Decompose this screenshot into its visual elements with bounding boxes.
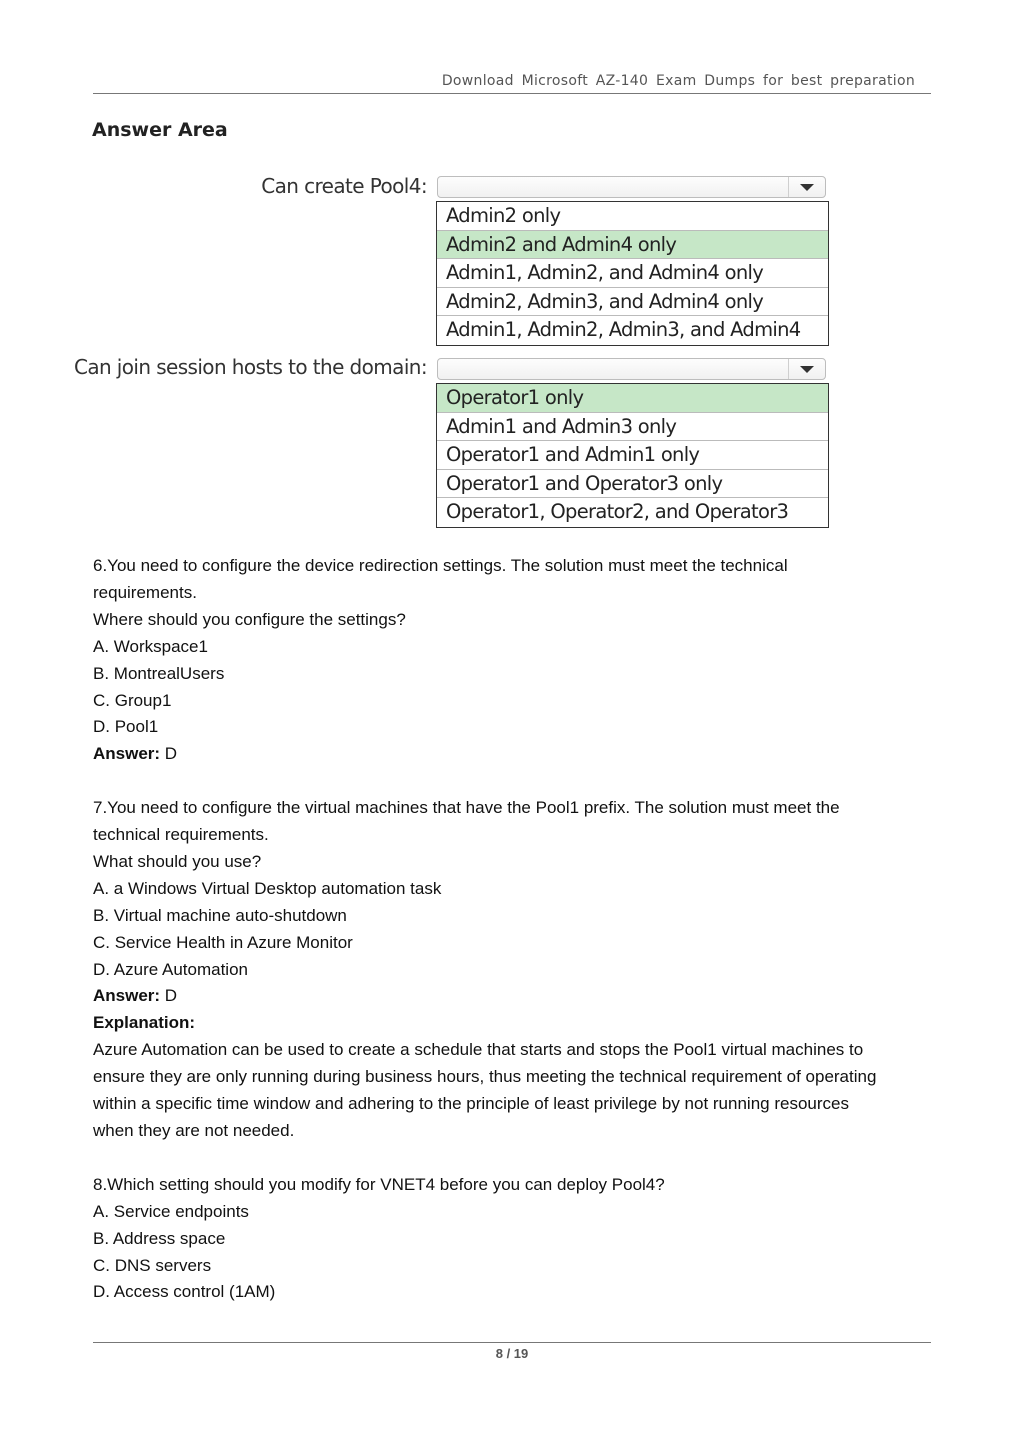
q7-option-c: C. Service Health in Azure Monitor	[93, 932, 353, 952]
q2-option[interactable]: Operator1 and Admin1 only	[437, 441, 828, 470]
answer-value: D	[160, 986, 178, 1006]
q1-dropdown[interactable]	[437, 176, 826, 198]
q6-option-a: A. Workspace1	[93, 636, 208, 656]
answer-area-title: Answer Area	[92, 119, 228, 141]
page-number: 8 / 19	[495, 1346, 529, 1361]
q1-label: Can create Pool4:	[261, 174, 427, 198]
q6-answer	[93, 741, 933, 768]
q7-option-a: A. a Windows Virtual Desktop automation task	[93, 878, 442, 898]
q8-option-d: D. Access control (1AM)	[93, 1282, 276, 1302]
q2-option-list	[436, 383, 829, 528]
header-divider	[93, 93, 931, 94]
q7-option-b: B. Virtual machine auto-shutdown	[93, 905, 347, 925]
chevron-down-icon	[800, 184, 814, 191]
q8-option-b: B. Address space	[93, 1228, 226, 1248]
q6-question-line: requirements.	[93, 582, 197, 602]
q6-option-d: D. Pool1	[93, 717, 159, 737]
explanation-line: Azure Automation can be used to create a schedule that starts and stops the Pool1 virtual machines to	[93, 1040, 864, 1060]
q7-option-d: D. Azure Automation	[93, 959, 248, 979]
footer-divider	[93, 1342, 931, 1343]
explanation-label: Explanation:	[93, 1013, 196, 1033]
q6-prompt: Where should you configure the settings?	[93, 609, 406, 629]
q1-option-selected[interactable]: Admin2 and Admin4 only	[437, 231, 828, 260]
explanation-line: ensure they are only running during business hours, thus meeting the technical requirement of operating	[93, 1067, 877, 1087]
q1-option[interactable]: Admin1, Admin2, Admin3, and Admin4	[446, 318, 801, 341]
q7-question-line: technical requirements.	[93, 825, 269, 845]
explanation-line: when they are not needed.	[93, 1121, 295, 1141]
q7-prompt: What should you use?	[93, 851, 262, 871]
q6-option-c: C. Group1	[93, 690, 172, 710]
explanation-line: within a specific time window and adhering to the principle of least privilege by not running resources	[93, 1094, 849, 1114]
q2-option[interactable]: Operator1 and Operator3 only	[437, 470, 828, 499]
q8-question: 8.Which setting should you modify for VNET4 before you can deploy Pool4?	[93, 1174, 665, 1194]
chevron-down-icon	[800, 366, 814, 373]
answer-value: D	[160, 744, 178, 764]
q2-label: Can join session hosts to the domain:	[73, 355, 427, 379]
q7-answer	[93, 983, 933, 1010]
q1-option[interactable]: Admin2 only	[437, 202, 828, 231]
q1-option[interactable]: Admin2, Admin3, and Admin4 only	[437, 288, 828, 317]
q8-option-c: C. DNS servers	[93, 1255, 212, 1275]
answer-label: Answer:	[93, 744, 161, 764]
answer-label: Answer:	[93, 986, 161, 1006]
q2-option-selected[interactable]: Operator1 only	[437, 384, 828, 413]
q8-option-a: A. Service endpoints	[93, 1201, 249, 1221]
q1-option[interactable]: Admin1, Admin2, and Admin4 only	[437, 259, 828, 288]
q6-question-line: 6.You need to configure the device redirection settings. The solution must meet the technical	[93, 556, 788, 575]
q1-option-list	[436, 201, 829, 346]
q2-option[interactable]: Admin1 and Admin3 only	[437, 413, 828, 442]
questions-body	[93, 553, 933, 1306]
q2-option[interactable]: Operator1, Operator2, and Operator3	[446, 500, 789, 523]
page-header-text: Download Microsoft AZ-140 Exam Dumps for best preparation	[441, 73, 915, 89]
q7-question-line: 7.You need to configure the virtual machines that have the Pool1 prefix. The solution must meet the	[93, 798, 840, 818]
q6-option-b: B. MontrealUsers	[93, 663, 225, 683]
q2-dropdown[interactable]	[437, 358, 826, 380]
